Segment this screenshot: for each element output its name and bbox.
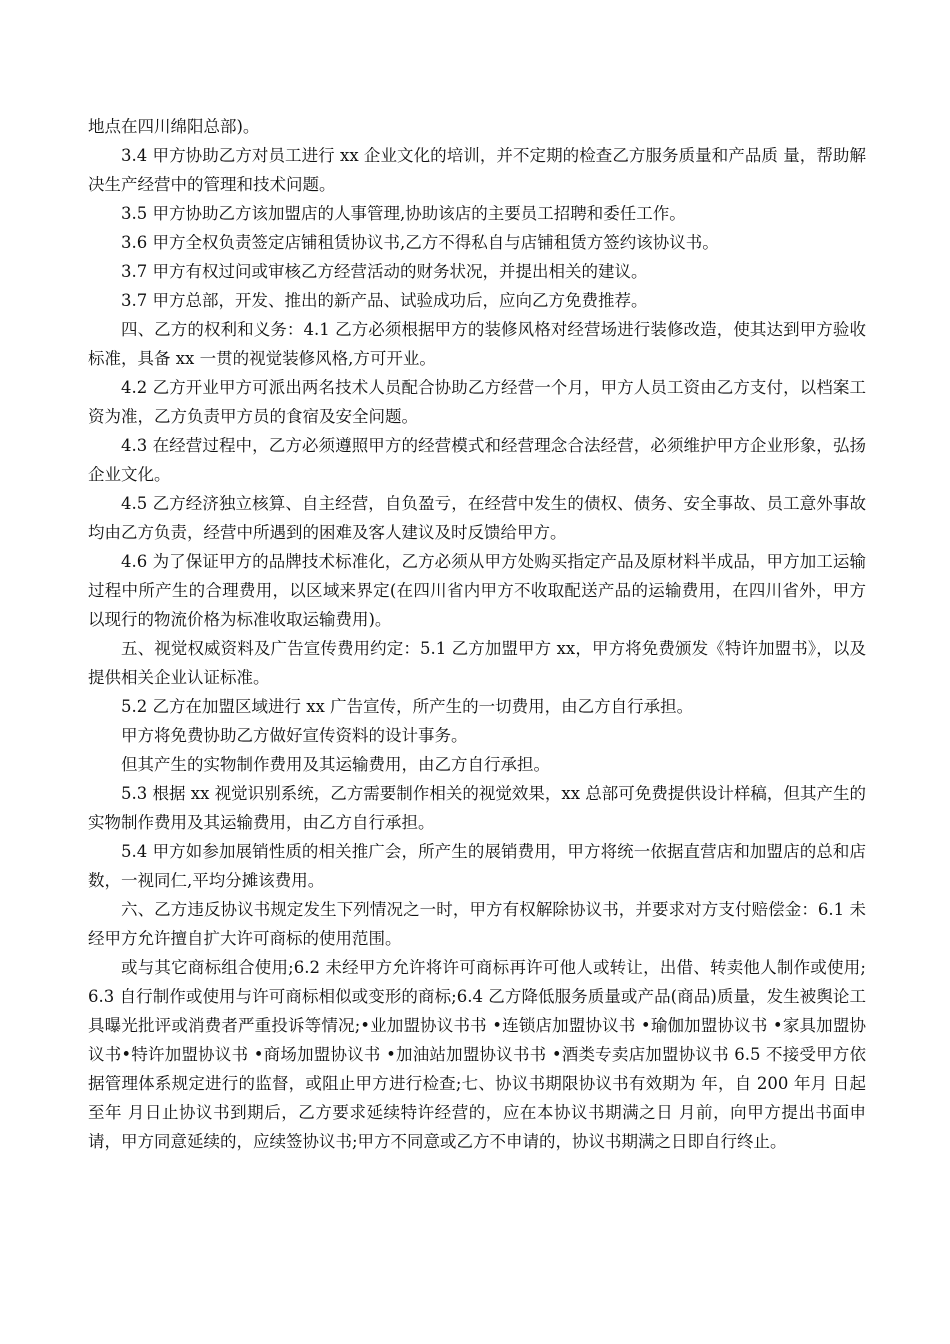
paragraph: 4.3 在经营过程中，乙方必须遵照甲方的经营模式和经营理念合法经营，必须维护甲方企业形象，弘扬企业文化。 [88,436,866,484]
paragraph: 5.3 根据 xx 视觉识别系统，乙方需要制作相关的视觉效果，xx 总部可免费提供设计样稿，但其产生的实物制作费用及其运输费用，由乙方自行承担。 [88,784,866,832]
paragraph: 3.7 甲方总部，开发、推出的新产品、试验成功后，应向乙方免费推荐。 [121,291,648,310]
paragraph: 六、乙方违反协议书规定发生下列情况之一时，甲方有权解除协议书，并要求对方支付赔偿金：6.1 未经甲方允许擅自扩大许可商标的使用范围。 [88,900,866,948]
paragraph: 四、乙方的权利和义务：4.1 乙方必须根据甲方的装修风格对经营场进行装修改造，使其达到甲方验收标准，具备 xx 一贯的视觉装修风格,方可开业。 [88,320,866,368]
paragraph: 甲方将免费协助乙方做好宣传资料的设计事务。 [121,726,468,745]
paragraph: 5.4 甲方如参加展销性质的相关推广会，所产生的展销费用，甲方将统一依据直营店和加盟店的总和店数，一视同仁,平均分摊该费用。 [88,842,866,890]
paragraph: 或与其它商标组合使用;6.2 未经甲方允许将许可商标再许可他人或转让，出借、转卖他人制作或使用;6.3 自行制作或使用与许可商标相似或变形的商标;6.4 乙方降低服务质量或产品(商品)质量，发生被舆论工具曝光批评或消费者严重投诉等情况;•业加盟协议书书 •连锁店加盟协议书 •瑜伽加盟协议书 •家具加盟协议书•特许加盟协议书 •商场加盟协议书 •加油站加盟协议书书 •酒类专卖店加盟协议书 6.5 不接受甲方依据管理体系规定进行的监督，或阻止甲方进行检查;七、协议书期限协议书有效期为 年，自 200 年月 日起至年 月日止协议书到期后，乙方要求延续特许经营的，应在本协议书期满之日 月前，向甲方提出书面申请，甲方同意延续的，应续签协议书;甲方不同意或乙方不申请的，协议书期满之日即自行终止。 [88,958,866,1151]
paragraph: 4.6 为了保证甲方的品牌技术标准化，乙方必须从甲方处购买指定产品及原材料半成品，甲方加工运输过程中所产生的合理费用，以区域来界定(在四川省内甲方不收取配送产品的运输费用，在四川省外，甲方以现行的物流价格为标准收取运输费用)。 [88,552,866,629]
paragraph: 但其产生的实物制作费用及其运输费用，由乙方自行承担。 [121,755,550,774]
paragraph: 五、视觉权威资料及广告宣传费用约定：5.1 乙方加盟甲方 xx，甲方将免费颁发《特许加盟书》，以及提供相关企业认证标准。 [88,639,866,687]
paragraph: 5.2 乙方在加盟区域进行 xx 广告宣传，所产生的一切费用，由乙方自行承担。 [121,697,694,716]
paragraph: 地点在四川绵阳总部)。 [88,117,260,136]
paragraph: 4.5 乙方经济独立核算、自主经营，自负盈亏，在经营中发生的债权、债务、安全事故、员工意外事故均由乙方负责，经营中所遇到的困难及客人建议及时反馈给甲方。 [88,494,866,542]
paragraph: 3.5 甲方协助乙方该加盟店的人事管理,协助该店的主要员工招聘和委任工作。 [121,204,686,223]
paragraph: 3.6 甲方全权负责签定店铺租赁协议书,乙方不得私自与店铺租赁方签约该协议书。 [121,233,719,252]
paragraph: 3.7 甲方有权过问或审核乙方经营活动的财务状况，并提出相关的建议。 [121,262,648,281]
paragraph: 4.2 乙方开业甲方可派出两名技术人员配合协助乙方经营一个月，甲方人员工资由乙方支付，以档案工资为准，乙方负责甲方员的食宿及安全问题。 [88,378,866,426]
paragraph: 3.4 甲方协助乙方对员工进行 xx 企业文化的培训，并不定期的检查乙方服务质量和产品质 量，帮助解决生产经营中的管理和技术问题。 [88,146,866,194]
document-page [88,112,866,1156]
